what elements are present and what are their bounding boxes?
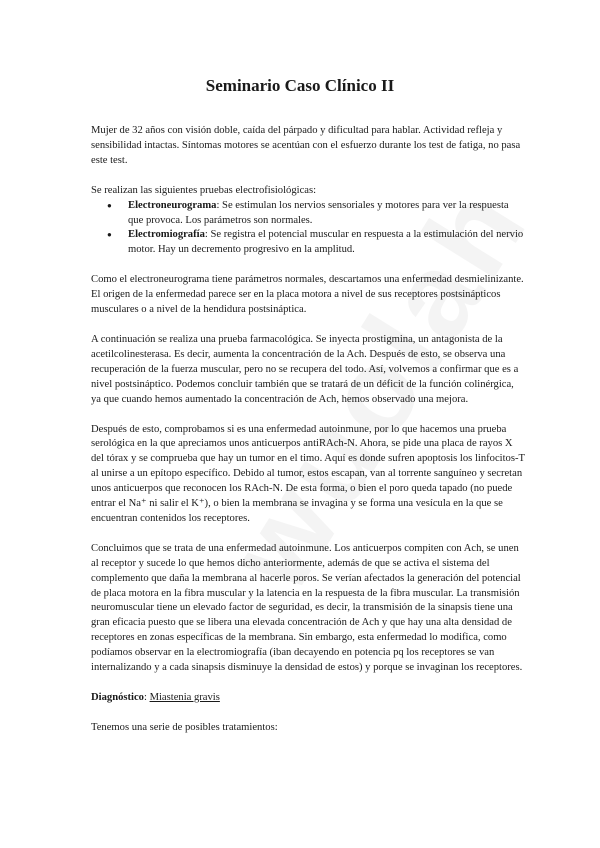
test-description: : Se estimulan los nervios sensoriales y motores para ver la respuesta que provoca. Los parámetros son normales.: [128, 199, 509, 226]
spacer: [91, 527, 526, 542]
test-term: Electroneurograma: [128, 199, 217, 211]
body-paragraph: Como el electroneurograma tiene parámetros normales, descartamos una enfermedad desmielinizante. El origen de la enfermedad parece ser en la placa motora a nivel de sus receptores postsinápticos musculares o a nivel de la hendidura postsináptica.: [91, 274, 524, 316]
tests-list: [91, 199, 526, 259]
list-item: [128, 228, 526, 258]
diagnosis-separator: :: [143, 692, 150, 703]
list-item: [128, 199, 526, 229]
case-intro-paragraph: Mujer de 32 años con visión doble, caída del párpado y dificultad para hablar. Actividad refleja y sensibilidad intactas. Síntomas motores se acentúan con el esfuerzo durante los test de fatiga, no pasa este test.: [91, 125, 521, 166]
diagnosis-label: Diagnóstico: [91, 692, 144, 703]
spacer: [91, 318, 526, 333]
diagnosis-value: Miastenia gravis: [149, 692, 220, 703]
treatments-intro-paragraph: Tenemos una serie de posibles tratamientos:: [91, 721, 278, 733]
spacer: [91, 169, 526, 184]
body-paragraph: A continuación se realiza una prueba farmacológica. Se inyecta prostigmina, un antagonista de la acetilcolinesterasa. Es decir, aumenta la concentración de la Ach. Después de esto, se observa una recuperación de la fuerza muscular, pero no se recupera del todo. Así, volvemos a confirmar que es a nivel postsináptico. Podemos concluir también que se tratará de un déficit de la función colinérgica, ya que cuando hemos aumentado la concentración de Ach, hemos observado una mejora.: [91, 333, 519, 405]
body-paragraph: Concluimos que se trata de una enfermedad autoinmune. Los anticuerpos compiten con Ach, se unen al receptor y sucede lo que hemos dicho anteriormente, además de que se activa el sistema del complemento que daña la membrana al hacerle poros. Se verían afectados la generación del potencial de placa motora en la fibra muscular y la latencia en la respuesta de la fibra muscular. La transmisión neuromuscular tiene un elevado factor de seguridad, es decir, la transmisión de la sinapsis tiene una gran eficacia puesto que se libera una elevada concentración de Ach y que hay una alta densidad de receptores en zonas específicas de la membrana. Sin embargo, esta enfermedad lo modifica, como podíamos observar en la electromiografía (iban decayendo en potencia pq los receptores se van internalizando y a cada sinapsis disminuye la densidad de estos) y porque se invaginan los receptores.: [91, 542, 523, 674]
spacer: [91, 706, 526, 721]
page-title: Seminario Caso Clínico II: [205, 76, 395, 95]
spacer: [91, 676, 526, 691]
spacer: [91, 258, 526, 273]
test-term: Electromiografía: [128, 229, 205, 241]
body-paragraph: Después de esto, comprobamos si es una enfermedad autoinmune, por lo que hacemos una prueba serológica en la que apreciamos unos anticuerpos antiRAch-N. Ahora, se pide una placa de rayos X del tórax y se comprueba que hay un tumor en el timo. Aquí es donde sufren apoptosis los linfocitos-T al unirse a un epítopo específico. Debido al tumor, estos escapan, van al torrente sanguíneo y secretan unos anticuerpos que reconocen los RAch-N. De esta forma, o bien el poro queda tapado (no puede entrar el Na⁺ ni salir el K⁺), o bien la membrana se invagina y se forma una vesícula en la que se encuentran contenidos los receptores.: [91, 423, 525, 524]
tests-intro-paragraph: Se realizan las siguientes pruebas electrofisiológicas:: [91, 184, 317, 196]
document-body: [91, 124, 526, 736]
spacer: [91, 408, 526, 423]
diagnosis-line: [91, 691, 526, 706]
test-description: : Se registra el potencial muscular en respuesta a la estimulación del nervio motor. Hay un decremento progresivo en la amplitud.: [128, 229, 524, 256]
